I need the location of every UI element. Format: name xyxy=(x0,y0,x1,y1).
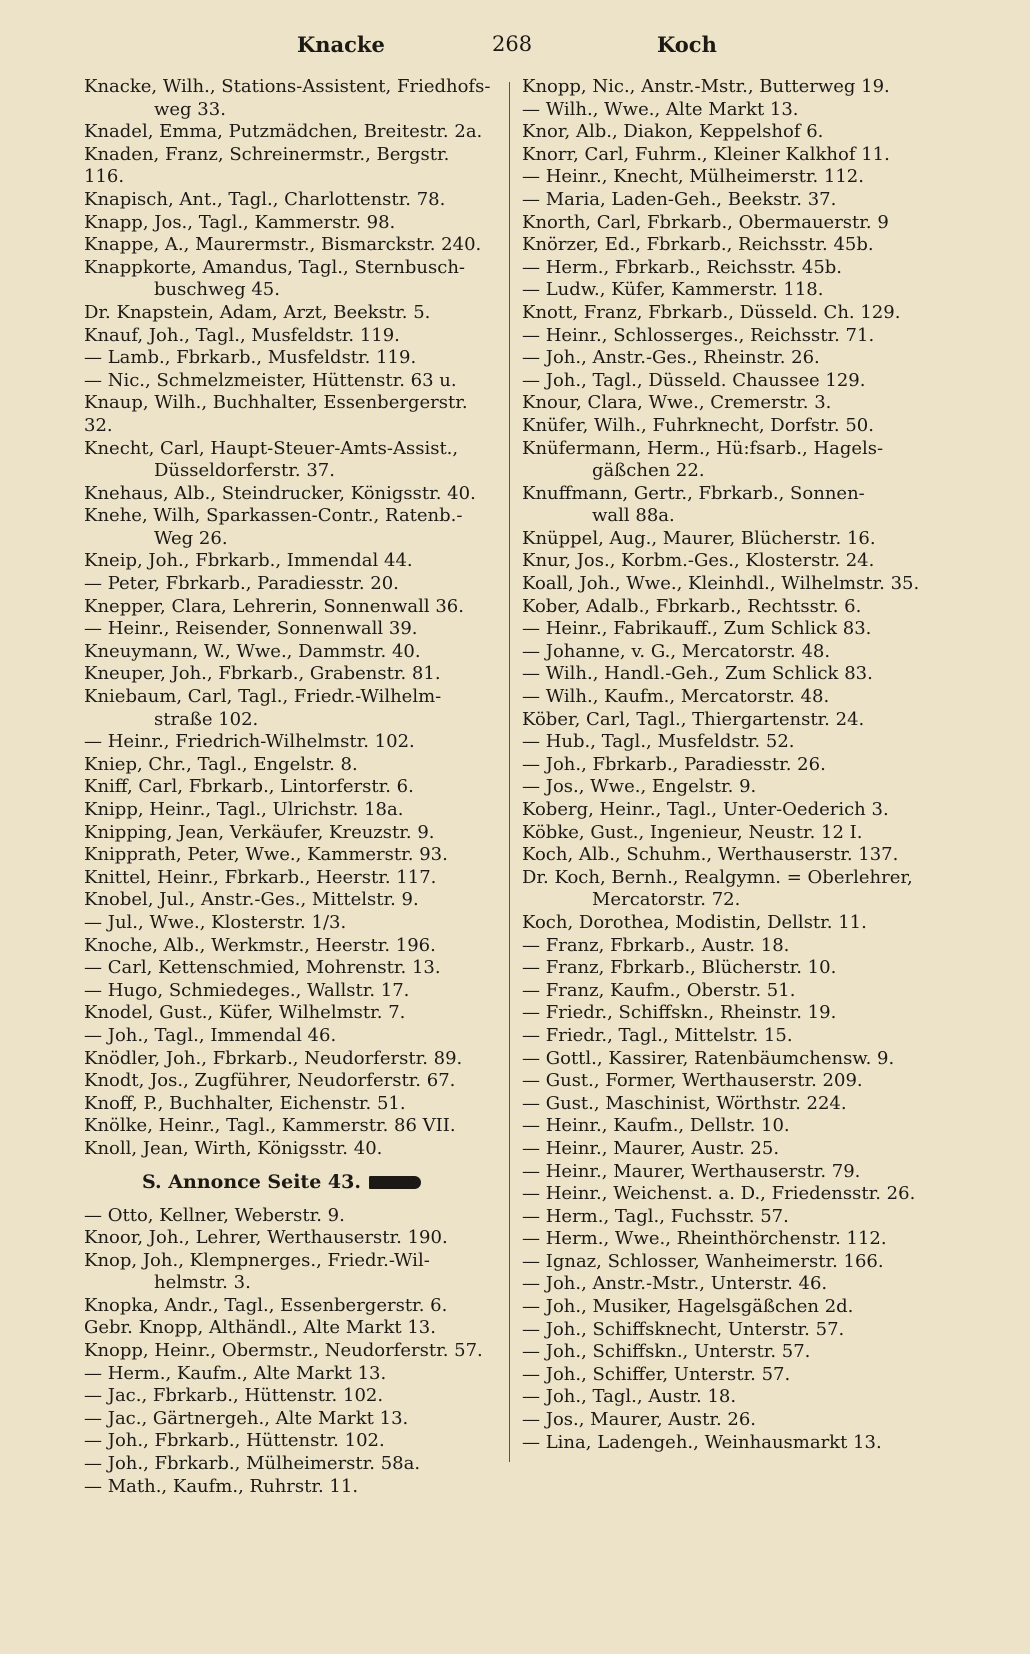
entry-text: — Carl, Kettenschmied, Mohrenstr. 13. xyxy=(84,957,441,979)
directory-entry xyxy=(522,1161,934,1184)
entry-text: Knölke, Heinr., Tagl., Kammerstr. 86 VII. xyxy=(84,1115,456,1137)
directory-entry xyxy=(84,505,492,550)
directory-entry xyxy=(522,1386,934,1409)
directory-entry xyxy=(84,641,492,664)
entry-text: — Wilh., Handl.-Geh., Zum Schlick 83. xyxy=(522,663,873,685)
entry-text: — Heinr., Kaufm., Dellstr. 10. xyxy=(522,1115,790,1137)
entry-text: Knobel, Jul., Anstr.-Ges., Mittelstr. 9. xyxy=(84,889,419,911)
directory-entry xyxy=(522,1273,934,1296)
directory-entry xyxy=(84,1476,492,1499)
entry-text: — Franz, Kaufm., Oberstr. 51. xyxy=(522,979,796,1001)
entry-text: Knadel, Emma, Putzmädchen, Breitestr. 2a. xyxy=(84,121,483,143)
entry-text: Dr. Knapstein, Adam, Arzt, Beekstr. 5. xyxy=(84,301,431,323)
directory-entry xyxy=(522,1319,934,1342)
directory-entry xyxy=(84,596,492,619)
directory-entry xyxy=(522,370,934,393)
directory-entry xyxy=(84,844,492,867)
entry-text: Koberg, Heinr., Tagl., Unter-Oederich 3. xyxy=(522,799,889,820)
entry-text: Kneuper, Joh., Fbrkarb., Grabenstr. 81. xyxy=(84,663,441,685)
entry-text: — Joh., Tagl., Düsseld. Chaussee 129. xyxy=(522,369,866,391)
directory-entry xyxy=(522,1183,934,1206)
page-number: 268 xyxy=(492,32,533,56)
directory-entry xyxy=(84,550,492,573)
entry-text: — Jac., Gärtnergeh., Alte Markt 13. xyxy=(84,1407,409,1429)
directory-entry xyxy=(522,550,934,573)
directory-entry xyxy=(84,1048,492,1071)
entry-text: Kneip, Joh., Fbrkarb., Immendal 44. xyxy=(84,550,413,572)
entry-text: — Gust., Former, Werthauserstr. 209. xyxy=(522,1070,863,1092)
directory-entry xyxy=(84,189,492,212)
entry-text: — Franz, Fbrkarb., Blücherstr. 10. xyxy=(522,957,837,979)
directory-entry xyxy=(84,302,492,325)
entry-text: Knour, Clara, Wwe., Cremerstr. 3. xyxy=(522,392,832,414)
directory-entry xyxy=(84,257,492,302)
directory-entry xyxy=(522,1251,934,1274)
entry-text: — Joh., Schiffskn., Unterstr. 57. xyxy=(522,1341,811,1363)
directory-entry xyxy=(522,867,934,912)
directory-entry xyxy=(522,392,934,415)
directory-entry xyxy=(522,1228,934,1251)
entry-text: Knörzer, Ed., Fbrkarb., Reichsstr. 45b. xyxy=(522,234,874,256)
entry-text: Knaup, Wilh., Buchhalter, Essenbergerstr. 32. xyxy=(84,392,468,436)
directory-entry xyxy=(84,1340,492,1363)
entry-text: — Heinr., Maurer, Werthauserstr. 79. xyxy=(522,1160,861,1182)
directory-entry xyxy=(84,1295,492,1318)
directory-entry xyxy=(84,1317,492,1340)
entry-text: — Heinr., Friedrich-Wilhelmstr. 102. xyxy=(84,731,415,753)
entry-text: — Wilh., Wwe., Alte Markt 13. xyxy=(522,98,799,120)
entry-text: — Joh., Fbrkarb., Paradiesstr. 26. xyxy=(522,753,826,775)
directory-entry xyxy=(522,1025,934,1048)
entry-text: — Wilh., Kaufm., Mercatorstr. 48. xyxy=(522,686,830,708)
entry-text: Knipprath, Peter, Wwe., Kammerstr. 93. xyxy=(84,844,448,866)
directory-entry xyxy=(84,370,492,393)
directory-entry xyxy=(522,799,934,822)
entry-continuation: helmstr. 3. xyxy=(154,1272,251,1294)
directory-entry xyxy=(522,641,934,664)
entry-continuation: straße 102. xyxy=(154,708,259,730)
directory-entry xyxy=(522,1002,934,1025)
entry-text: — Heinr., Maurer, Austr. 25. xyxy=(522,1137,780,1159)
directory-entry xyxy=(522,1341,934,1364)
directory-entry xyxy=(522,1409,934,1432)
directory-entry xyxy=(522,257,934,280)
directory-entry xyxy=(84,731,492,754)
directory-entry xyxy=(84,76,492,121)
directory-entry xyxy=(522,279,934,302)
entry-text: — Herm., Kaufm., Alte Markt 13. xyxy=(84,1362,387,1384)
directory-entry xyxy=(84,980,492,1003)
directory-entry xyxy=(84,686,492,731)
entry-text: — Math., Kaufm., Ruhrstr. 11. xyxy=(84,1475,359,1497)
entry-text: Knacke, Wilh., Stations-Assistent, Friedhofs- xyxy=(84,76,491,97)
column-divider xyxy=(509,82,510,1462)
directory-entry xyxy=(522,686,934,709)
directory-entry xyxy=(84,1115,492,1138)
entry-text: Knor, Alb., Diakon, Keppelshof 6. xyxy=(522,121,824,143)
directory-entry xyxy=(522,596,934,619)
directory-entry xyxy=(522,731,934,754)
entry-text: Kober, Adalb., Fbrkarb., Rechtsstr. 6. xyxy=(522,595,862,617)
directory-entry xyxy=(522,1048,934,1071)
directory-entry xyxy=(522,935,934,958)
directory-entry xyxy=(84,912,492,935)
entry-text: — Joh., Fbrkarb., Mülheimerstr. 58a. xyxy=(84,1453,421,1475)
entry-continuation: Weg 26. xyxy=(154,527,228,549)
directory-entry xyxy=(522,912,934,935)
entry-continuation: Düsseldorferstr. 37. xyxy=(154,460,335,482)
directory-entry xyxy=(522,415,934,438)
directory-entry xyxy=(84,325,492,348)
directory-entry xyxy=(522,347,934,370)
entry-text: Knopp, Nic., Anstr.-Mstr., Butterweg 19. xyxy=(522,76,890,97)
pointing-hand-icon xyxy=(369,1176,421,1189)
directory-entry xyxy=(522,573,934,596)
entry-text: — Heinr., Fabrikauff., Zum Schlick 83. xyxy=(522,618,872,640)
entry-text: — Jos., Wwe., Engelstr. 9. xyxy=(522,776,757,798)
directory-entry xyxy=(522,76,934,99)
entry-text: — Heinr., Weichenst. a. D., Friedensstr. 26. xyxy=(522,1183,916,1205)
directory-entry xyxy=(84,1453,492,1476)
entry-text: — Otto, Kellner, Weberstr. 9. xyxy=(84,1204,345,1226)
directory-entry xyxy=(522,302,934,325)
entry-continuation: gäßchen 22. xyxy=(592,460,705,482)
directory-entry xyxy=(522,1206,934,1229)
directory-entry xyxy=(84,483,492,506)
entry-text: — Joh., Schiffer, Unterstr. 57. xyxy=(522,1363,791,1385)
directory-entry xyxy=(522,483,934,528)
entry-text: — Jac., Fbrkarb., Hüttenstr. 102. xyxy=(84,1385,384,1407)
directory-entry xyxy=(84,121,492,144)
entry-text: — Friedr., Tagl., Mittelstr. 15. xyxy=(522,1024,793,1046)
left-column xyxy=(84,76,492,1498)
directory-entry xyxy=(84,1227,492,1250)
directory-entry xyxy=(84,1093,492,1116)
entry-continuation: wall 88a. xyxy=(592,505,675,527)
directory-entry xyxy=(522,121,934,144)
directory-entry xyxy=(522,1364,934,1387)
directory-entry xyxy=(522,754,934,777)
entry-text: — Joh., Schiffsknecht, Unterstr. 57. xyxy=(522,1318,845,1340)
header-right-keyword: Koch xyxy=(657,32,717,57)
entry-text: Knoll, Jean, Wirth, Königsstr. 40. xyxy=(84,1137,383,1159)
entry-text: Knüppel, Aug., Maurer, Blücherstr. 16. xyxy=(522,527,876,549)
directory-entry xyxy=(84,935,492,958)
entry-text: — Peter, Fbrkarb., Paradiesstr. 20. xyxy=(84,573,399,595)
entry-text: — Joh., Anstr.-Ges., Rheinstr. 26. xyxy=(522,347,820,369)
entry-text: Knehe, Wilh, Sparkassen-Contr., Ratenb.- xyxy=(84,505,463,527)
directory-entry xyxy=(84,438,492,483)
entry-text: Knehaus, Alb., Steindrucker, Königsstr. 40. xyxy=(84,482,476,504)
directory-entry xyxy=(522,528,934,551)
entry-text: Kniep, Chr., Tagl., Engelstr. 8. xyxy=(84,753,358,775)
directory-entry xyxy=(522,1138,934,1161)
directory-entry xyxy=(522,709,934,732)
entry-text: — Lina, Ladengeh., Weinhausmarkt 13. xyxy=(522,1431,882,1453)
header-left-keyword: Knacke xyxy=(297,32,385,57)
entry-text: — Heinr., Reisender, Sonnenwall 39. xyxy=(84,618,418,640)
right-entries xyxy=(522,76,934,1454)
entry-text: — Herm., Wwe., Rheinthörchenstr. 112. xyxy=(522,1228,887,1250)
entry-text: — Jul., Wwe., Klosterstr. 1/3. xyxy=(84,911,347,933)
entry-text: — Gottl., Kassirer, Ratenbäumchensw. 9. xyxy=(522,1047,895,1069)
directory-entry xyxy=(522,844,934,867)
entry-text: Knipp, Heinr., Tagl., Ulrichstr. 18a. xyxy=(84,799,404,820)
directory-entry xyxy=(522,822,934,845)
directory-entry xyxy=(84,1025,492,1048)
directory-entry xyxy=(522,438,934,483)
directory-entry xyxy=(522,957,934,980)
directory-entry xyxy=(84,144,492,189)
directory-entry xyxy=(84,1138,492,1161)
directory-entry xyxy=(84,889,492,912)
entry-text: — Johanne, v. G., Mercatorstr. 48. xyxy=(522,640,831,662)
entry-text: Knodel, Gust., Küfer, Wilhelmstr. 7. xyxy=(84,1002,406,1024)
entry-text: Knödler, Joh., Fbrkarb., Neudorferstr. 89. xyxy=(84,1047,463,1069)
entry-text: Kneuymann, W., Wwe., Dammstr. 40. xyxy=(84,640,421,662)
left-entries-top xyxy=(84,76,492,1161)
entry-text: Knapp, Jos., Tagl., Kammerstr. 98. xyxy=(84,211,396,233)
directory-entry xyxy=(84,822,492,845)
entry-text: Knorr, Carl, Fuhrm., Kleiner Kalkhof 11. xyxy=(522,143,890,165)
directory-entry xyxy=(522,189,934,212)
directory-entry xyxy=(84,754,492,777)
directory-entry xyxy=(84,347,492,370)
entry-text: Knodt, Jos., Zugführer, Neudorferstr. 67. xyxy=(84,1070,456,1092)
entry-text: — Franz, Fbrkarb., Austr. 18. xyxy=(522,934,790,956)
directory-entry xyxy=(84,212,492,235)
entry-text: — Herm., Fbrkarb., Reichsstr. 45b. xyxy=(522,256,843,278)
directory-entry xyxy=(84,234,492,257)
entry-text: Knopp, Heinr., Obermstr., Neudorferstr. 57. xyxy=(84,1340,483,1362)
directory-entry xyxy=(84,1408,492,1431)
entry-text: — Hugo, Schmiedeges., Wallstr. 17. xyxy=(84,979,410,1001)
entry-text: — Jos., Maurer, Austr. 26. xyxy=(522,1409,757,1431)
directory-entry xyxy=(522,1432,934,1455)
entry-text: Knorth, Carl, Fbrkarb., Obermauerstr. 9 xyxy=(522,211,889,233)
entry-text: — Joh., Anstr.-Mstr., Unterstr. 46. xyxy=(522,1273,828,1295)
entry-text: Knoff, P., Buchhalter, Eichenstr. 51. xyxy=(84,1092,406,1114)
entry-text: Knipping, Jean, Verkäufer, Kreuzstr. 9. xyxy=(84,821,435,843)
entry-text: Kniebaum, Carl, Tagl., Friedr.-Wilhelm- xyxy=(84,686,442,708)
directory-entry xyxy=(522,1115,934,1138)
entry-text: Knappe, A., Maurermstr., Bismarckstr. 240. xyxy=(84,234,482,256)
entry-text: — Joh., Musiker, Hagelsgäßchen 2d. xyxy=(522,1296,854,1318)
entry-continuation: weg 33. xyxy=(154,98,226,120)
entry-text: Koall, Joh., Wwe., Kleinhdl., Wilhelmstr. 35. xyxy=(522,573,920,595)
entry-text: Koch, Alb., Schuhm., Werthauserstr. 137. xyxy=(522,844,899,866)
directory-entry xyxy=(84,799,492,822)
directory-entry xyxy=(84,957,492,980)
entry-text: Knittel, Heinr., Fbrkarb., Heerstr. 117. xyxy=(84,866,437,888)
entry-text: — Joh., Tagl., Austr. 18. xyxy=(522,1386,737,1408)
directory-entry xyxy=(84,867,492,890)
directory-entry xyxy=(84,1385,492,1408)
entry-text: — Gust., Maschinist, Wörthstr. 224. xyxy=(522,1092,847,1114)
entry-text: Gebr. Knopp, Althändl., Alte Markt 13. xyxy=(84,1317,436,1339)
directory-entry xyxy=(522,618,934,641)
entry-text: Knur, Jos., Korbm.-Ges., Klosterstr. 24. xyxy=(522,550,875,572)
entry-text: Koch, Dorothea, Modistin, Dellstr. 11. xyxy=(522,911,867,933)
directory-entry xyxy=(522,1296,934,1319)
directory-entry xyxy=(84,1250,492,1295)
entry-continuation: buschweg 45. xyxy=(154,279,280,301)
entry-text: — Heinr., Schlosserges., Reichsstr. 71. xyxy=(522,324,875,346)
entry-text: Knüfermann, Herm., Hü:fsarb., Hagels- xyxy=(522,437,884,459)
entry-text: Dr. Koch, Bernh., Realgymn. = Oberlehrer, xyxy=(522,866,913,888)
entry-text: — Ludw., Küfer, Kammerstr. 118. xyxy=(522,279,824,301)
directory-entry xyxy=(522,212,934,235)
entry-text: — Heinr., Knecht, Mülheimerstr. 112. xyxy=(522,166,864,188)
directory-entry xyxy=(522,980,934,1003)
directory-entry xyxy=(84,776,492,799)
directory-entry xyxy=(522,663,934,686)
entry-text: Knaden, Franz, Schreinermstr., Bergstr. 116. xyxy=(84,143,450,188)
directory-entry xyxy=(522,325,934,348)
annonce-text: S. Annonce Seite 43. xyxy=(142,1170,361,1193)
entry-text: — Herm., Tagl., Fuchsstr. 57. xyxy=(522,1205,789,1227)
entry-text: Knecht, Carl, Haupt-Steuer-Amts-Assist., xyxy=(84,437,459,459)
right-column xyxy=(522,76,934,1454)
entry-text: Knoor, Joh., Lehrer, Werthauserstr. 190. xyxy=(84,1227,448,1249)
entry-text: — Joh., Tagl., Immendal 46. xyxy=(84,1024,337,1046)
entry-text: Knopka, Andr., Tagl., Essenbergerstr. 6. xyxy=(84,1294,448,1316)
left-entries-bottom xyxy=(84,1205,492,1499)
directory-entry xyxy=(522,1070,934,1093)
directory-entry xyxy=(84,1002,492,1025)
directory-entry xyxy=(84,1070,492,1093)
entry-text: Kniff, Carl, Fbrkarb., Lintorferstr. 6. xyxy=(84,776,414,798)
entry-text: Knapisch, Ant., Tagl., Charlottenstr. 78. xyxy=(84,188,446,210)
directory-entry xyxy=(84,1205,492,1228)
directory-entry xyxy=(522,776,934,799)
directory-entry xyxy=(84,1363,492,1386)
directory-entry xyxy=(84,392,492,437)
entry-text: Knüfer, Wilh., Fuhrknecht, Dorfstr. 50. xyxy=(522,414,874,436)
entry-text: Knoche, Alb., Werkmstr., Heerstr. 196. xyxy=(84,934,436,956)
entry-text: Knop, Joh., Klempnerges., Friedr.-Wil- xyxy=(84,1249,430,1271)
entry-text: Knuffmann, Gertr., Fbrkarb., Sonnen- xyxy=(522,482,865,504)
entry-text: Knott, Franz, Fbrkarb., Düsseld. Ch. 129. xyxy=(522,301,901,323)
entry-text: Knauf, Joh., Tagl., Musfeldstr. 119. xyxy=(84,324,400,346)
directory-entry xyxy=(522,99,934,122)
entry-text: — Nic., Schmelzmeister, Hüttenstr. 63 u. xyxy=(84,369,457,391)
directory-entry xyxy=(522,1093,934,1116)
entry-text: — Hub., Tagl., Musfeldstr. 52. xyxy=(522,731,795,753)
entry-text: — Ignaz, Schlosser, Wanheimerstr. 166. xyxy=(522,1250,884,1272)
directory-entry xyxy=(522,166,934,189)
entry-text: Knepper, Clara, Lehrerin, Sonnenwall 36. xyxy=(84,595,464,617)
entry-text: Knappkorte, Amandus, Tagl., Sternbusch- xyxy=(84,256,465,278)
entry-continuation: Mercatorstr. 72. xyxy=(592,889,741,911)
directory-entry xyxy=(522,144,934,167)
directory-entry xyxy=(84,573,492,596)
directory-entry xyxy=(84,618,492,641)
page-header xyxy=(0,32,976,66)
annonce-notice xyxy=(142,1169,492,1195)
entry-text: — Maria, Laden-Geh., Beekstr. 37. xyxy=(522,188,837,210)
entry-text: Köber, Carl, Tagl., Thiergartenstr. 24. xyxy=(522,708,865,730)
entry-text: — Lamb., Fbrkarb., Musfeldstr. 119. xyxy=(84,347,417,369)
directory-entry xyxy=(84,663,492,686)
directory-entry xyxy=(84,1430,492,1453)
entry-text: — Friedr., Schiffskn., Rheinstr. 19. xyxy=(522,1002,837,1024)
entry-text: Köbke, Gust., Ingenieur, Neustr. 12 I. xyxy=(522,821,863,843)
entry-text: — Joh., Fbrkarb., Hüttenstr. 102. xyxy=(84,1430,385,1452)
directory-entry xyxy=(522,234,934,257)
